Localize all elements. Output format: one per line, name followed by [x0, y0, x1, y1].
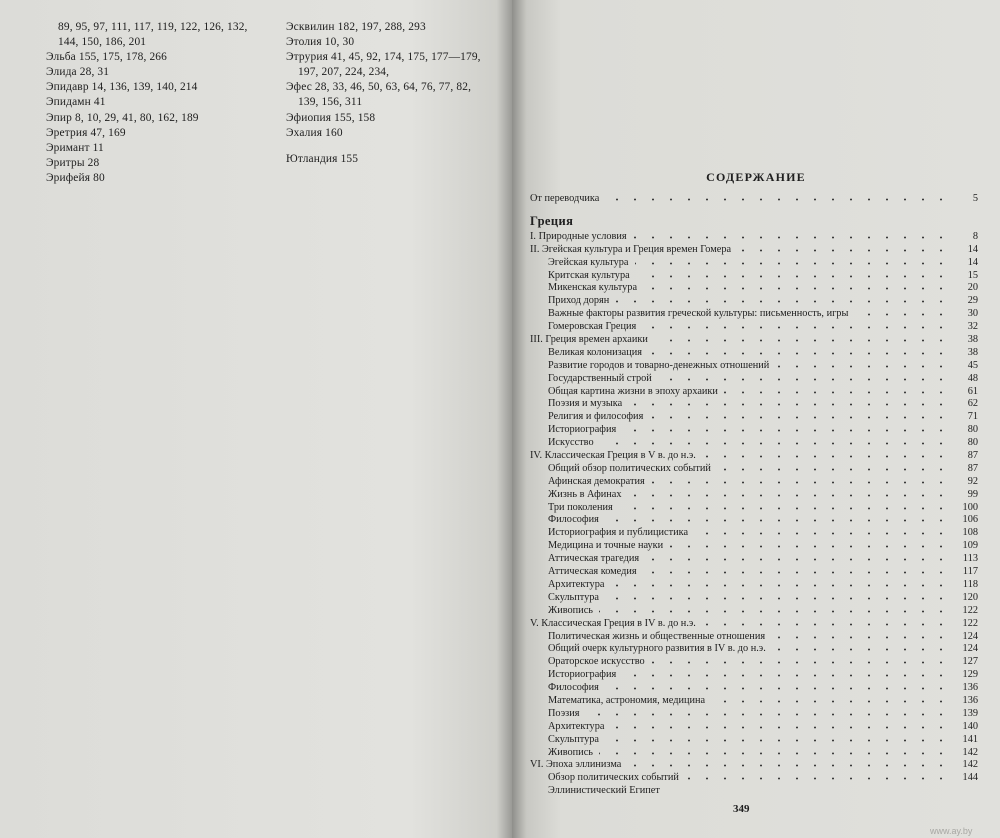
toc-leader-dots	[643, 566, 950, 579]
toc-leader-dots	[600, 437, 950, 450]
toc-subentry	[530, 579, 978, 592]
toc-entry-text: Скульптура	[548, 733, 599, 745]
index-entry: 144, 150, 186, 201	[58, 36, 147, 49]
index-entry: 197, 207, 224, 234,	[298, 66, 390, 79]
toc-leader-dots	[651, 656, 950, 669]
toc-page-number: 120	[962, 591, 978, 603]
toc-entry-text: II. Эгейская культура и Греция времен Гомера	[530, 243, 732, 255]
toc-entry-text: Архитектура	[548, 720, 605, 732]
toc-subentry	[530, 373, 978, 386]
toc-leader-dots	[654, 334, 950, 347]
toc-entry-text: V. Классическая Греция в IV в. до н.э.	[530, 617, 696, 629]
index-entry: Элида 28, 31	[46, 66, 110, 79]
toc-entry-text: Философия	[548, 682, 599, 694]
toc-entry-text: Общий очерк культурного развития в IV в. до н.э.	[548, 643, 766, 655]
toc-leader-dots	[772, 643, 950, 656]
table-of-contents	[530, 193, 978, 798]
toc-page-number: 124	[962, 643, 978, 655]
toc-page-number: 8	[972, 230, 978, 242]
index-entry: Этолия 10, 30	[286, 36, 355, 49]
index-entry: Эльба 155, 175, 178, 266	[46, 51, 167, 64]
index-column-a	[46, 20, 248, 186]
toc-leader-dots	[642, 321, 950, 334]
toc-subentry	[530, 514, 978, 527]
toc-page-number: 117	[962, 566, 978, 578]
toc-entry-text: Живопись	[548, 604, 593, 616]
toc-leader-dots	[651, 476, 950, 489]
index-entry: Эфиопия 155, 158	[286, 111, 376, 124]
toc-entry-text: Государственный строй	[548, 372, 652, 384]
toc-page-number: 127	[962, 656, 978, 668]
section-heading: Греция	[530, 213, 574, 228]
toc-leader-dots	[658, 373, 950, 386]
toc-subentry	[530, 270, 978, 283]
toc-page-number: 48	[967, 372, 978, 384]
toc-page-number: 113	[962, 553, 978, 565]
toc-leader-dots	[694, 527, 950, 540]
toc-entry-text: Общий обзор политических событий	[548, 462, 711, 474]
toc-leader-dots	[605, 682, 950, 695]
toc-subentry	[530, 747, 978, 760]
toc-entry-text: Философия	[548, 514, 599, 526]
index-entry: Эпидамн 41	[46, 96, 106, 109]
toc-leader-dots	[622, 424, 950, 437]
toc-page-number: 45	[967, 359, 978, 371]
toc-page-number: 142	[962, 759, 978, 771]
toc-leader-dots	[711, 695, 950, 708]
toc-chapter	[530, 759, 978, 772]
toc-chapter	[530, 334, 978, 347]
toc-chapter	[530, 231, 978, 244]
toc-entry-text: Поэзия и музыка	[548, 398, 623, 410]
toc-subentry	[530, 592, 978, 605]
toc-page-number: 80	[967, 437, 978, 449]
toc-entry-text: Великая колонизация	[548, 346, 643, 358]
toc-leader-dots	[610, 721, 950, 734]
toc-leader-dots	[619, 502, 950, 515]
toc-subentry	[530, 721, 978, 734]
toc-leader-dots	[702, 618, 950, 631]
toc-page-number: 61	[967, 385, 978, 397]
toc-page-number: 15	[967, 269, 978, 281]
toc-entry-text: Общая картина жизни в эпоху архаики	[548, 385, 718, 397]
toc-entry-text: Развитие городов и товарно-денежных отношений	[548, 359, 770, 371]
toc-leader-dots	[717, 463, 950, 476]
toc-subentry	[530, 476, 978, 489]
toc-leader-dots	[771, 631, 950, 644]
toc-entry-text: Микенская культура	[548, 282, 638, 294]
toc-subentry	[530, 708, 978, 721]
toc-leader-dots	[605, 193, 950, 206]
index-entry: Эсквилин 182, 197, 288, 293	[286, 21, 426, 33]
toc-entry-text: Поэзия	[548, 707, 580, 719]
toc-entry-text: Ораторское искусство	[548, 656, 645, 668]
toc-subentry	[530, 540, 978, 553]
toc-entries	[530, 231, 978, 798]
toc-page-number: 14	[967, 256, 978, 268]
toc-entry-text: IV. Классическая Греция в V в. до н.э.	[530, 450, 696, 462]
toc-subentry	[530, 398, 978, 411]
toc-leader-dots	[636, 270, 950, 283]
toc-leader-dots	[702, 450, 950, 463]
toc-entry-text: Медицина и точные науки	[548, 540, 664, 552]
toc-page-number: 62	[967, 398, 978, 410]
toc-entry-text: Аттическая комедия	[548, 566, 637, 578]
toc-entry-text: Аттическая трагедия	[548, 553, 640, 565]
toc-entry-text: Афинская демократия	[548, 475, 645, 487]
toc-leader-dots	[669, 540, 950, 553]
toc-page-number: 122	[962, 617, 978, 629]
toc-chapter	[530, 450, 978, 463]
index-entry: Ютландия 155	[286, 153, 359, 165]
toc-subentry	[530, 411, 978, 424]
toc-leader-dots	[685, 772, 950, 785]
toc-leader-dots	[635, 257, 950, 270]
index-entry: Эритры 28	[46, 156, 100, 169]
toc-leader-dots	[605, 514, 950, 527]
toc-entry-text: Историография и публицистика	[548, 527, 689, 539]
toc-leader-dots	[643, 282, 950, 295]
toc-leader-dots	[599, 747, 950, 760]
toc-entry-text: Три поколения	[548, 501, 613, 513]
toc-page-number: 100	[962, 501, 978, 513]
toc-leader-dots	[622, 669, 950, 682]
toc-page-number: 106	[962, 514, 978, 526]
index-entry: Этрурия 41, 45, 92, 174, 175, 177—179,	[286, 51, 481, 64]
toc-leader-dots	[610, 579, 950, 592]
toc-entry-text: Архитектура	[548, 578, 605, 590]
toc-page-number: 14	[967, 243, 978, 255]
toc-entry-text: Политическая жизнь и общественные отношения	[548, 630, 766, 642]
index-entry: Эпидавр 14, 136, 139, 140, 214	[46, 81, 198, 94]
toc-subentry	[530, 566, 978, 579]
toc-leader-dots	[605, 734, 950, 747]
index-entry: Эфес 28, 33, 46, 50, 63, 64, 76, 77, 82,	[286, 81, 472, 94]
toc-leader-dots	[649, 411, 950, 424]
toc-page-number: 20	[967, 282, 978, 294]
toc-subentry	[530, 656, 978, 669]
toc-page-number: 99	[967, 488, 978, 500]
toc-subentry	[530, 463, 978, 476]
toc-leader-dots	[737, 244, 950, 257]
toc-page-number: 32	[967, 321, 978, 333]
toc-chapter	[530, 244, 978, 257]
toc-page-number: 124	[962, 630, 978, 642]
toc-subentry	[530, 695, 978, 708]
toc-leader-dots	[628, 398, 950, 411]
toc-page-number: 92	[967, 475, 978, 487]
toc-subentry	[530, 437, 978, 450]
toc-subentry	[530, 734, 978, 747]
toc-leader-dots	[724, 386, 950, 399]
toc-subentry	[530, 643, 978, 656]
toc-chapter	[530, 618, 978, 631]
toc-page-number: 136	[962, 694, 978, 706]
index-entry: 139, 156, 311	[298, 96, 363, 109]
toc-subentry	[530, 669, 978, 682]
toc-entry-text: Искусство	[548, 437, 594, 449]
toc-entry-text: Живопись	[548, 746, 593, 758]
toc-subentry	[530, 772, 978, 785]
toc-entry-text: Религия и философия	[548, 411, 644, 423]
toc-subentry	[530, 489, 978, 502]
toc-entry-text: Жизнь в Афинах	[548, 488, 622, 500]
toc-subentry	[530, 631, 978, 644]
toc-entry-text: Историография	[548, 669, 617, 681]
toc-leader-dots	[633, 231, 950, 244]
toc-page-number: 141	[962, 733, 978, 745]
toc-subentry	[530, 308, 978, 321]
toc-leader-dots	[627, 489, 950, 502]
toc-page-number: 140	[962, 720, 978, 732]
index-entry: Эретрия 47, 169	[46, 126, 126, 139]
index-entry: Эримант 11	[46, 141, 104, 154]
toc-leader-dots	[775, 360, 950, 373]
toc-entry-text: Важные факторы развития греческой культуры: письменность, игры	[548, 308, 849, 320]
toc-leader-dots	[599, 605, 950, 618]
index-entry: Эрифейя 80	[46, 171, 105, 184]
toc-entry-text: От переводчика	[530, 193, 600, 204]
toc-entry-text: VI. Эпоха эллинизма	[530, 759, 622, 771]
toc-subentry	[530, 502, 978, 515]
toc-leader-dots	[854, 308, 950, 321]
toc-subentry	[530, 785, 978, 798]
toc-page-number: 87	[967, 450, 978, 462]
toc-page-number: 144	[962, 772, 978, 784]
toc-page-number: 142	[962, 746, 978, 758]
toc-page-number: 5	[972, 193, 978, 204]
toc-subentry	[530, 360, 978, 373]
toc-entry-text: III. Греция времен архаики	[530, 334, 648, 346]
toc-subentry	[530, 282, 978, 295]
watermark: www.ay.by	[930, 826, 973, 836]
toc-subentry	[530, 682, 978, 695]
toc-entry-text: Критская культура	[548, 269, 630, 281]
toc-page-number: 129	[962, 669, 978, 681]
toc-subentry	[530, 553, 978, 566]
toc-subentry	[530, 386, 978, 399]
page-number: 349	[733, 803, 750, 815]
toc-subentry	[530, 424, 978, 437]
index-entry: Эпир 8, 10, 29, 41, 80, 162, 189	[46, 111, 199, 124]
toc-entry-text: Гомеровская Греция	[548, 321, 637, 333]
toc-subentry	[530, 295, 978, 308]
toc-row-preface	[530, 193, 978, 206]
toc-subentry	[530, 321, 978, 334]
toc-page-number: 87	[967, 462, 978, 474]
index-entry: Эхалия 160	[286, 126, 343, 139]
toc-page-number: 30	[967, 308, 978, 320]
toc-entry-text: Эллинистический Египет	[548, 785, 660, 797]
toc-page-number: 122	[962, 604, 978, 616]
toc-page-number: 80	[967, 424, 978, 436]
toc-entry-text: Приход дорян	[548, 295, 610, 307]
toc-subentry	[530, 347, 978, 360]
toc-leader-dots	[627, 759, 950, 772]
toc-subentry	[530, 605, 978, 618]
toc-page-number: 38	[967, 334, 978, 346]
toc-entry-text: Историография	[548, 424, 617, 436]
toc-page-number: 109	[962, 540, 978, 552]
toc-leader-dots	[645, 553, 950, 566]
toc-page-number: 139	[962, 707, 978, 719]
toc-page-number: 136	[962, 682, 978, 694]
toc-page-number: 108	[962, 527, 978, 539]
toc-leader-dots	[585, 708, 950, 721]
index-column-b	[286, 20, 481, 141]
toc-page-number: 29	[967, 295, 978, 307]
toc-entry-text: I. Природные условия	[530, 230, 627, 242]
toc-page-number: 38	[967, 346, 978, 358]
toc-leader-dots	[648, 347, 950, 360]
toc-entry-text: Скульптура	[548, 591, 599, 603]
toc-entry-text: Обзор политических событий	[548, 772, 679, 784]
index-entry: 89, 95, 97, 111, 117, 119, 122, 126, 132,	[58, 21, 248, 33]
toc-subentry	[530, 527, 978, 540]
toc-page-number: 71	[967, 411, 978, 423]
index-column-c	[286, 152, 358, 167]
toc-leader-dots	[605, 592, 950, 605]
toc-entry-text: Эгейская культура	[548, 256, 629, 268]
toc-leader-dots	[615, 295, 950, 308]
contents-title: СОДЕРЖАНИЕ	[706, 170, 806, 184]
toc-entry-text: Математика, астрономия, медицина	[548, 694, 706, 706]
toc-subentry	[530, 257, 978, 270]
toc-page-number: 118	[962, 578, 978, 590]
